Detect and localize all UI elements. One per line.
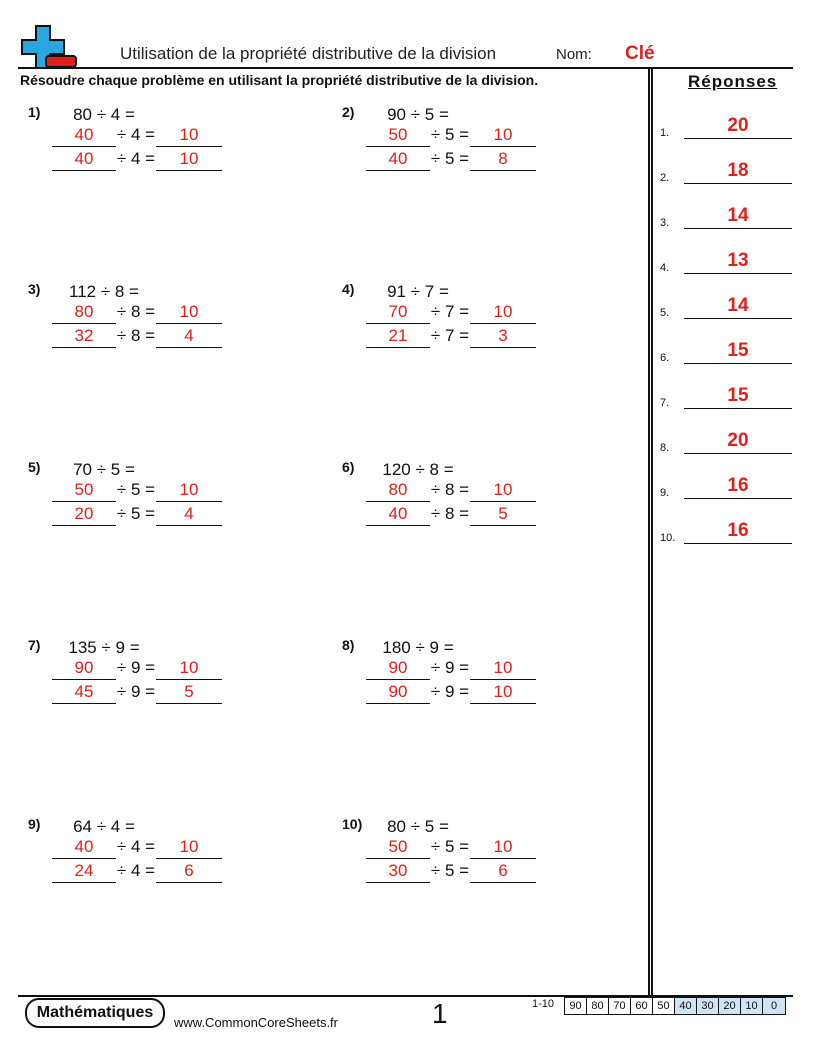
partial-quotient: 10 xyxy=(156,479,222,502)
partial-dividend: 21 xyxy=(366,325,430,348)
divisor-expression: ÷ 8 = xyxy=(116,326,156,345)
answer-row xyxy=(660,205,792,229)
problem-number: 10) xyxy=(342,816,363,832)
answer-number: 2. xyxy=(660,172,670,184)
distribution-step xyxy=(366,836,566,860)
divisor-expression: ÷ 9 = xyxy=(116,658,156,677)
distribution-step xyxy=(366,148,566,172)
problem-question: 70 ÷ 5 = xyxy=(73,460,135,479)
score-cell: 70 xyxy=(609,998,631,1014)
distribution-step xyxy=(366,860,566,884)
header-divider xyxy=(18,67,793,69)
answer-row xyxy=(660,340,792,364)
problem-2 xyxy=(342,104,642,214)
answer-blank xyxy=(684,138,792,139)
distribution-step xyxy=(52,301,252,325)
divisor-expression: ÷ 9 = xyxy=(430,682,470,701)
problem-number: 5) xyxy=(28,459,41,475)
answer-value: 14 xyxy=(727,295,749,316)
problem-5 xyxy=(28,459,328,569)
answer-value: 20 xyxy=(727,115,749,136)
distribution-step xyxy=(366,503,566,527)
score-cell: 30 xyxy=(697,998,719,1014)
partial-dividend: 32 xyxy=(52,325,116,348)
partial-quotient: 10 xyxy=(470,301,536,324)
score-cell: 10 xyxy=(741,998,763,1014)
problem-question: 120 ÷ 8 = xyxy=(382,460,454,479)
partial-dividend: 80 xyxy=(52,301,116,324)
distribution-step xyxy=(52,657,252,681)
divisor-expression: ÷ 8 = xyxy=(430,504,470,523)
partial-quotient: 8 xyxy=(470,148,536,171)
partial-dividend: 40 xyxy=(52,124,116,147)
answer-row xyxy=(660,250,792,274)
website-link[interactable]: www.CommonCoreSheets.fr xyxy=(174,1015,338,1030)
partial-quotient: 4 xyxy=(156,325,222,348)
answer-blank xyxy=(684,498,792,499)
partial-quotient: 3 xyxy=(470,325,536,348)
answer-value: 16 xyxy=(727,520,749,541)
answer-blank xyxy=(684,543,792,544)
problem-number: 9) xyxy=(28,816,41,832)
answer-row xyxy=(660,295,792,319)
partial-dividend: 24 xyxy=(52,860,116,883)
divisor-expression: ÷ 9 = xyxy=(116,682,156,701)
partial-dividend: 50 xyxy=(366,836,430,859)
partial-dividend: 90 xyxy=(366,657,430,680)
partial-quotient: 5 xyxy=(470,503,536,526)
problem-6 xyxy=(342,459,642,569)
answer-row xyxy=(660,160,792,184)
score-cell: 80 xyxy=(587,998,609,1014)
divisor-expression: ÷ 7 = xyxy=(430,326,470,345)
answer-blank xyxy=(684,228,792,229)
problem-number: 1) xyxy=(28,104,41,120)
distribution-step xyxy=(52,503,252,527)
partial-quotient: 10 xyxy=(470,124,536,147)
score-cell: 60 xyxy=(631,998,653,1014)
partial-quotient: 10 xyxy=(470,836,536,859)
distribution-step xyxy=(366,301,566,325)
answer-number: 10. xyxy=(660,532,676,544)
divisor-expression: ÷ 8 = xyxy=(430,480,470,499)
partial-quotient: 6 xyxy=(470,860,536,883)
distribution-step xyxy=(52,325,252,349)
partial-dividend: 40 xyxy=(366,148,430,171)
score-cell: 90 xyxy=(565,998,587,1014)
problem-10 xyxy=(342,816,642,926)
answer-row xyxy=(660,115,792,139)
partial-dividend: 40 xyxy=(52,836,116,859)
answer-row xyxy=(660,475,792,499)
problem-number: 3) xyxy=(28,281,41,297)
answer-blank xyxy=(684,408,792,409)
partial-quotient: 10 xyxy=(156,124,222,147)
column-divider xyxy=(648,67,653,995)
answer-number: 9. xyxy=(660,487,670,499)
distribution-step xyxy=(366,124,566,148)
divisor-expression: ÷ 8 = xyxy=(116,302,156,321)
problem-question: 112 ÷ 8 = xyxy=(69,282,139,301)
distribution-step xyxy=(52,860,252,884)
worksheet-title: Utilisation de la propriété distributive de la division xyxy=(120,44,497,63)
partial-dividend: 45 xyxy=(52,681,116,704)
divisor-expression: ÷ 5 = xyxy=(430,837,470,856)
subject-badge: Mathématiques xyxy=(25,998,165,1028)
partial-quotient: 10 xyxy=(156,836,222,859)
answer-value: 18 xyxy=(727,160,749,181)
answer-row xyxy=(660,430,792,454)
page-number: 1 xyxy=(432,998,448,1029)
problem-8 xyxy=(342,637,642,747)
answer-number: 4. xyxy=(660,262,670,274)
answer-number: 7. xyxy=(660,397,670,409)
answer-blank xyxy=(684,453,792,454)
partial-quotient: 10 xyxy=(156,657,222,680)
partial-dividend: 90 xyxy=(366,681,430,704)
answer-key-label: Clé xyxy=(625,43,655,64)
divisor-expression: ÷ 4 = xyxy=(116,125,156,144)
partial-dividend: 40 xyxy=(52,148,116,171)
problem-number: 7) xyxy=(28,637,41,653)
divisor-expression: ÷ 9 = xyxy=(430,658,470,677)
distribution-step xyxy=(52,836,252,860)
answer-value: 13 xyxy=(727,250,749,271)
answer-blank xyxy=(684,363,792,364)
score-cell: 50 xyxy=(653,998,675,1014)
problem-4 xyxy=(342,281,642,391)
partial-quotient: 10 xyxy=(156,148,222,171)
name-label: Nom: xyxy=(556,46,592,63)
answer-value: 16 xyxy=(727,475,749,496)
answer-row xyxy=(660,385,792,409)
distribution-step xyxy=(52,479,252,503)
partial-quotient: 4 xyxy=(156,503,222,526)
answer-row xyxy=(660,520,792,544)
problem-7 xyxy=(28,637,328,747)
score-table xyxy=(564,997,786,1015)
answer-number: 5. xyxy=(660,307,670,319)
answer-value: 20 xyxy=(727,430,749,451)
answer-number: 6. xyxy=(660,352,670,364)
problem-number: 6) xyxy=(342,459,355,475)
answers-title: Réponses xyxy=(688,72,778,91)
distribution-step xyxy=(366,681,566,705)
problem-number: 8) xyxy=(342,637,355,653)
instructions: Résoudre chaque problème en utilisant la propriété distributive de la division. xyxy=(20,72,539,88)
distribution-step xyxy=(366,325,566,349)
answer-blank xyxy=(684,273,792,274)
problem-3 xyxy=(28,281,328,391)
divisor-expression: ÷ 5 = xyxy=(116,480,156,499)
problem-question: 91 ÷ 7 = xyxy=(387,282,449,301)
problem-question: 64 ÷ 4 = xyxy=(73,817,135,836)
partial-dividend: 30 xyxy=(366,860,430,883)
partial-quotient: 10 xyxy=(470,479,536,502)
partial-dividend: 90 xyxy=(52,657,116,680)
distribution-step xyxy=(52,148,252,172)
score-range-label: 1-10 xyxy=(532,998,555,1010)
divisor-expression: ÷ 5 = xyxy=(430,125,470,144)
answer-number: 3. xyxy=(660,217,670,229)
problem-question: 90 ÷ 5 = xyxy=(387,105,449,124)
problem-number: 2) xyxy=(342,104,355,120)
problem-1 xyxy=(28,104,328,214)
partial-quotient: 10 xyxy=(470,681,536,704)
answer-value: 14 xyxy=(727,205,749,226)
answer-blank xyxy=(684,318,792,319)
partial-dividend: 50 xyxy=(52,479,116,502)
partial-quotient: 10 xyxy=(156,301,222,324)
partial-dividend: 70 xyxy=(366,301,430,324)
partial-dividend: 80 xyxy=(366,479,430,502)
distribution-step xyxy=(366,479,566,503)
divisor-expression: ÷ 7 = xyxy=(430,302,470,321)
divisor-expression: ÷ 4 = xyxy=(116,861,156,880)
logo-plus-minus-icon xyxy=(20,24,80,70)
answer-blank xyxy=(684,183,792,184)
problem-9 xyxy=(28,816,328,926)
partial-dividend: 40 xyxy=(366,503,430,526)
partial-quotient: 6 xyxy=(156,860,222,883)
divisor-expression: ÷ 5 = xyxy=(116,504,156,523)
problem-question: 180 ÷ 9 = xyxy=(382,638,454,657)
score-cell: 40 xyxy=(675,998,697,1014)
answer-value: 15 xyxy=(727,340,749,361)
problem-question: 135 ÷ 9 = xyxy=(68,638,140,657)
answer-number: 8. xyxy=(660,442,670,454)
divisor-expression: ÷ 5 = xyxy=(430,861,470,880)
score-cell: 0 xyxy=(763,998,785,1014)
problem-question: 80 ÷ 4 = xyxy=(73,105,135,124)
partial-dividend: 50 xyxy=(366,124,430,147)
score-cell: 20 xyxy=(719,998,741,1014)
answer-number: 1. xyxy=(660,127,670,139)
distribution-step xyxy=(52,681,252,705)
divisor-expression: ÷ 5 = xyxy=(430,149,470,168)
answer-value: 15 xyxy=(727,385,749,406)
problem-question: 80 ÷ 5 = xyxy=(387,817,449,836)
partial-quotient: 10 xyxy=(470,657,536,680)
distribution-step xyxy=(52,124,252,148)
problem-number: 4) xyxy=(342,281,355,297)
partial-dividend: 20 xyxy=(52,503,116,526)
partial-quotient: 5 xyxy=(156,681,222,704)
divisor-expression: ÷ 4 = xyxy=(116,149,156,168)
distribution-step xyxy=(366,657,566,681)
divisor-expression: ÷ 4 = xyxy=(116,837,156,856)
